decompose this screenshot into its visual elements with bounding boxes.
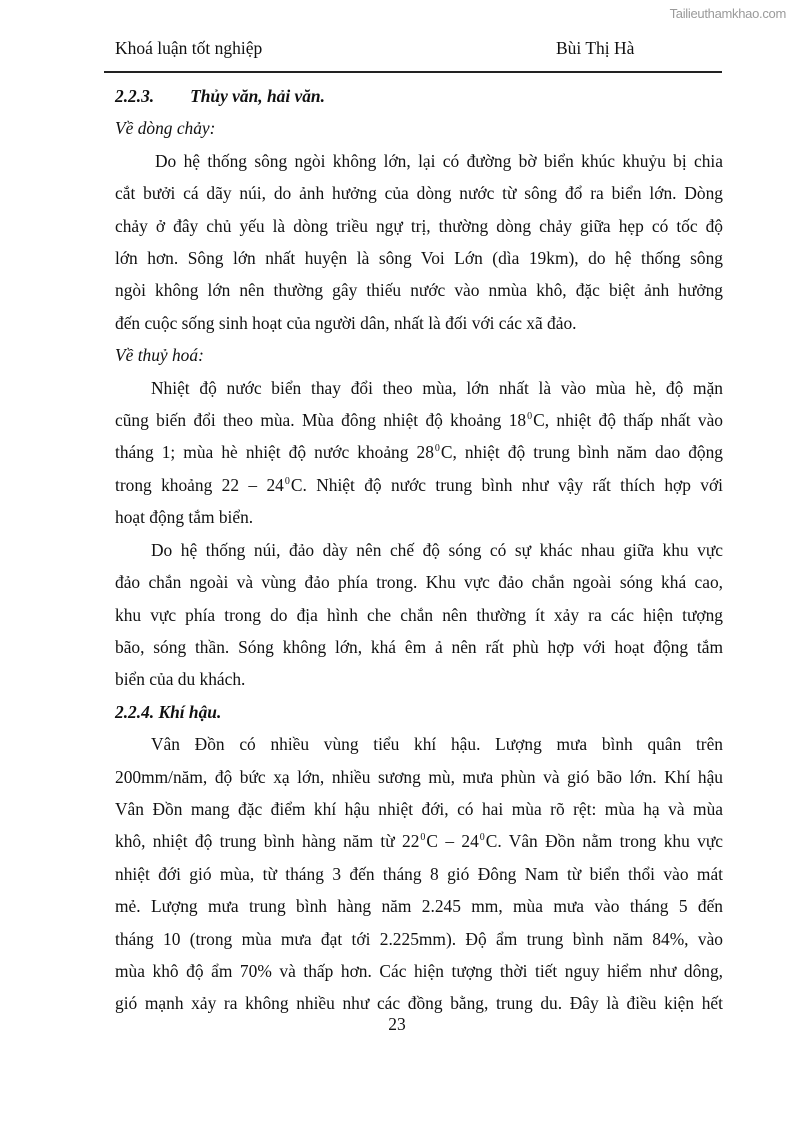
text-line xyxy=(115,177,723,209)
text-line xyxy=(115,501,723,533)
text-segment: trong khoảng 22 – 24 xyxy=(115,474,284,495)
text-segment: Do hệ thống núi, đảo dày nên chế độ sóng có sự khác nhau giữa khu vực xyxy=(151,539,723,560)
text-segment: gió mạnh xảy ra không nhiều như các đồng bằng, trung du. Đây là điều kiện hết xyxy=(115,993,723,1014)
text-segment: C – 24 xyxy=(426,831,479,852)
text-segment: C. Vân Đồn nằm trong khu vực xyxy=(485,831,723,852)
text-segment: mùa khô độ ẩm 70% và thấp hơn. Các hiện tượng thời tiết nguy hiểm như dông, xyxy=(115,960,723,981)
superscript: 0 xyxy=(527,411,533,423)
text-line xyxy=(115,955,723,987)
text-line xyxy=(115,793,723,825)
header-title: Khoá luận tốt nghiệp xyxy=(115,38,263,58)
text-segment: Do hệ thống sông ngòi không lớn, lại có đường bờ biển khúc khuỷu bị chia xyxy=(155,150,723,171)
text-segment: đảo chắn ngoài và vùng đảo phía trong. Khu vực đảo chắn ngoài sóng khá cao, xyxy=(115,572,723,593)
document-body xyxy=(115,80,723,1020)
superscript: 0 xyxy=(434,443,440,455)
subheading xyxy=(115,339,723,371)
text-segment: 2.2.3. xyxy=(115,86,155,106)
section-heading xyxy=(115,80,723,112)
header-divider xyxy=(104,71,722,73)
text-line xyxy=(115,436,723,468)
text-segment: 2.2.4. Khí hậu. xyxy=(115,701,222,722)
text-segment: Vân Đồn mang đặc điểm khí hậu nhiệt đới, có hai mùa rõ rệt: mùa hạ và mùa xyxy=(115,798,723,819)
text-line xyxy=(115,663,723,695)
text-line xyxy=(115,210,723,242)
text-line xyxy=(115,404,723,436)
section-heading xyxy=(115,696,723,728)
text-segment: tháng 10 (trong mùa mưa đạt tới 2.225mm). Độ ẩm trung bình năm 84%, vào xyxy=(115,928,723,949)
text-segment: cũng biến đổi theo mùa. Mùa đông nhiệt độ khoảng 18 xyxy=(115,410,527,431)
text-line xyxy=(115,825,723,857)
text-segment: Vân Đồn có nhiều vùng tiểu khí hậu. Lượng mưa bình quân trên xyxy=(151,734,723,755)
superscript: 0 xyxy=(420,832,426,844)
superscript: 0 xyxy=(284,475,290,487)
text-segment: chảy ở đây chủ yếu là dòng triều ngự trị, thường dòng chảy giữa hẹp có tốc độ xyxy=(115,215,723,236)
text-line xyxy=(115,728,723,760)
text-line xyxy=(115,761,723,793)
text-segment: tháng 1; mùa hè nhiệt độ nước khoảng 28 xyxy=(115,442,434,463)
text-segment: lớn hơn. Sông lớn nhất huyện là sông Voi Lớn (dìa 19km), do hệ thống sông xyxy=(115,248,723,269)
text-line xyxy=(115,599,723,631)
text-segment: C, nhiệt độ trung bình năm dao động xyxy=(440,442,723,463)
text-line xyxy=(115,534,723,566)
text-segment: Thủy văn, hải văn. xyxy=(190,86,325,106)
text-segment: Về dòng chảy: xyxy=(115,118,216,139)
header-author: Bùi Thị Hà xyxy=(556,38,635,58)
superscript: 0 xyxy=(479,832,485,844)
text-line xyxy=(115,566,723,598)
text-line xyxy=(115,307,723,339)
text-segment: ngòi không lớn nên thường gây thiếu nước vào nmùa khô, đặc biệt ảnh hưởng xyxy=(115,280,723,301)
text-line xyxy=(115,145,723,177)
text-segment: nhiệt đới gió mùa, từ tháng 3 đến tháng 8 gió Đông Nam từ biển thổi vào mát xyxy=(115,863,723,884)
text-segment: 200mm/năm, độ bức xạ lớn, nhiều sương mù, mưa phùn và gió bão lớn. Khí hậu xyxy=(115,766,723,787)
text-segment: mẻ. Lượng mưa trung bình hàng năm 2.245 mm, mùa mưa vào tháng 5 đến xyxy=(115,896,723,917)
text-segment: hoạt động tắm biển. xyxy=(115,507,254,528)
text-segment: bão, sóng thần. Sóng không lớn, khá êm ả nên rất phù hợp với hoạt động tắm xyxy=(115,636,723,657)
text-segment: Về thuỷ hoá: xyxy=(115,345,204,366)
text-line xyxy=(115,890,723,922)
text-line xyxy=(115,631,723,663)
text-segment: Nhiệt độ nước biển thay đổi theo mùa, lớn nhất là vào mùa hè, độ mặn xyxy=(151,377,723,398)
text-line xyxy=(115,372,723,404)
page-number: 23 xyxy=(388,1014,406,1034)
watermark: Tailieuthamkhao.com xyxy=(669,6,786,21)
text-line xyxy=(115,242,723,274)
text-segment: C. Nhiệt độ nước trung bình như vậy rất thích hợp với xyxy=(290,474,723,495)
text-segment: C, nhiệt độ thấp nhất vào xyxy=(533,410,723,431)
text-line xyxy=(115,858,723,890)
text-segment: biển của du khách. xyxy=(115,669,246,690)
text-line xyxy=(115,923,723,955)
text-line xyxy=(115,469,723,501)
text-line xyxy=(115,274,723,306)
text-segment: cắt bưởi cá dãy núi, do ảnh hưởng của dòng nước từ sông đổ ra biển lớn. Dòng xyxy=(115,183,723,204)
text-segment: khô, nhiệt độ trung bình hàng năm từ 22 xyxy=(115,831,420,852)
text-segment: khu vực phía trong do địa hình che chắn nên thường ít xảy ra các hiện tượng xyxy=(115,604,723,625)
text-segment: đến cuộc sống sinh hoạt của người dân, nhất là đối với các xã đảo. xyxy=(115,312,577,333)
subheading xyxy=(115,112,723,144)
